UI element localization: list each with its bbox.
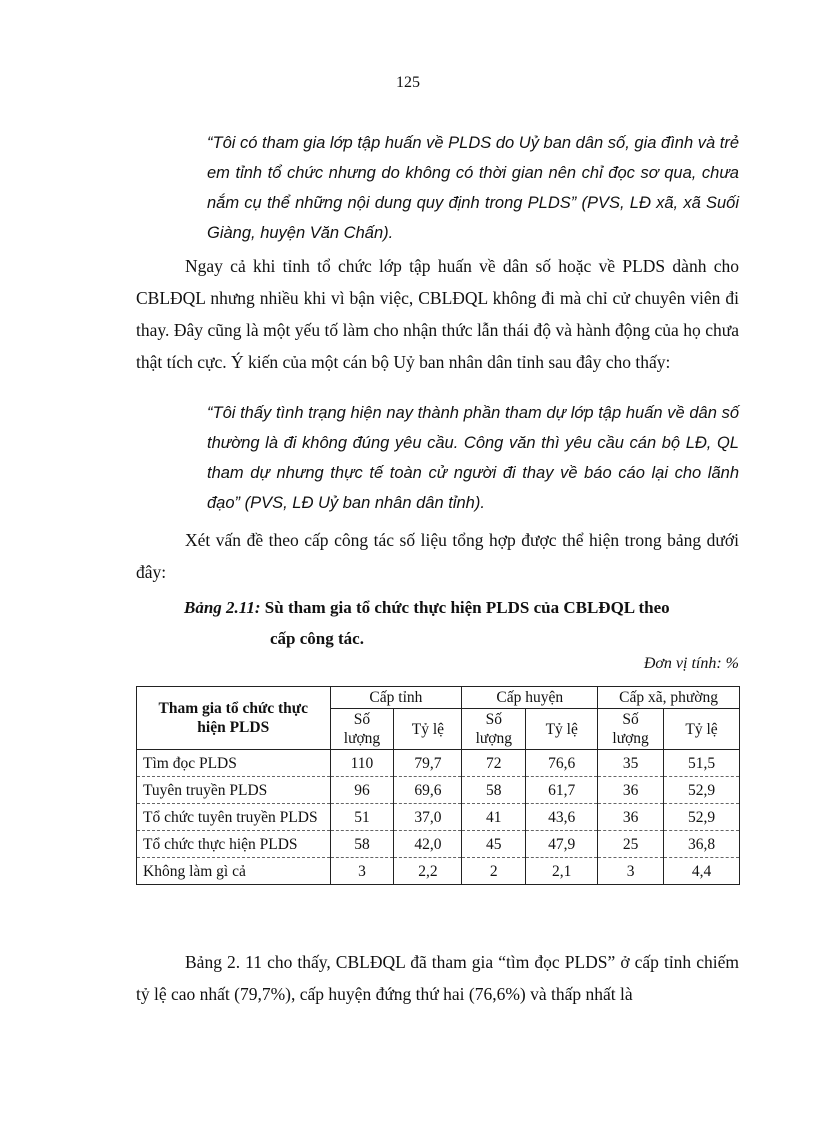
table-cell: 110 (330, 750, 394, 777)
table-cell: 58 (330, 831, 394, 858)
page-number: 125 (396, 74, 420, 91)
paragraph-3: Bảng 2. 11 cho thấy, CBLĐQL đã tham gia “tìm đọc PLDS” ở cấp tỉnh chiếm tỷ lệ cao nhất (79,7%), cấp huyện đứng thứ hai (76,6%) và thấp nhất là (136, 952, 739, 1004)
table-cell: 72 (462, 750, 526, 777)
table-cell: 2 (462, 858, 526, 885)
table-cell: 41 (462, 804, 526, 831)
table-cell: 36 (598, 804, 664, 831)
table-row (137, 831, 740, 858)
table-cell: 58 (462, 777, 526, 804)
group-header: Cấp huyện (462, 687, 598, 709)
table-cell: 36 (598, 777, 664, 804)
table-cell: 37,0 (394, 804, 462, 831)
table-cell: 43,6 (526, 804, 598, 831)
table-cell: 2,2 (394, 858, 462, 885)
table-cell: 42,0 (394, 831, 462, 858)
table-cell: 45 (462, 831, 526, 858)
table-row (137, 777, 740, 804)
data-table (136, 686, 740, 885)
unit-label: Đơn vị tính: % (643, 655, 739, 672)
sub-header: Số lượng (598, 709, 664, 750)
table-cell: 2,1 (526, 858, 598, 885)
table-cell: 52,9 (664, 777, 740, 804)
row-label: Không làm gì cả (137, 858, 331, 885)
caption-label: Bảng 2.11: (184, 598, 261, 617)
table-cell: 79,7 (394, 750, 462, 777)
table-caption (184, 592, 744, 654)
table-cell: 51,5 (664, 750, 740, 777)
table-cell: 51 (330, 804, 394, 831)
table-cell: 25 (598, 831, 664, 858)
table-cell: 36,8 (664, 831, 740, 858)
table-row (137, 858, 740, 885)
table-cell: 69,6 (394, 777, 462, 804)
sub-header: Tỷ lệ (394, 709, 462, 750)
sub-header: Số lượng (330, 709, 394, 750)
table-cell: 96 (330, 777, 394, 804)
sub-header: Số lượng (462, 709, 526, 750)
row-label: Tổ chức thực hiện PLDS (137, 831, 331, 858)
sub-header: Tỷ lệ (526, 709, 598, 750)
table-cell: 3 (598, 858, 664, 885)
group-header: Cấp tỉnh (330, 687, 462, 709)
paragraph-2: Xét vấn đề theo cấp công tác số liệu tổng hợp được thể hiện trong bảng dưới đây: (136, 530, 739, 582)
row-header-cell: Tham gia tổ chức thực hiện PLDS (137, 687, 331, 750)
row-label: Tìm đọc PLDS (137, 750, 331, 777)
table-cell: 52,9 (664, 804, 740, 831)
group-header: Cấp xã, phường (598, 687, 740, 709)
sub-header: Tỷ lệ (664, 709, 740, 750)
quote-1: “Tôi có tham gia lớp tập huấn về PLDS do Uỷ ban dân số, gia đình và trẻ em tỉnh tổ chức nhưng do không có thời gian nên chỉ đọc sơ qua, chưa nắm cụ thể những nội dung quy định trong PLDS” (PVS, LĐ xã, xã Suối Giàng, huyện Văn Chấn). (207, 134, 739, 242)
table-row (137, 750, 740, 777)
table-row (137, 804, 740, 831)
caption-title-line2: cấp công tác. (270, 629, 364, 648)
row-label: Tuyên truyền PLDS (137, 777, 331, 804)
caption-title-line1: Sù tham gia tổ chức thực hiện PLDS của CBLĐQL theo (260, 598, 670, 617)
table-cell: 4,4 (664, 858, 740, 885)
table-cell: 35 (598, 750, 664, 777)
quote-2: “Tôi thấy tình trạng hiện nay thành phần tham dự lớp tập huấn về dân số thường là đi không đúng yêu cầu. Công văn thì yêu cầu cán bộ LĐ, QL tham dự nhưng thực tế toàn cử người đi thay về báo cáo lại cho lãnh đạo” (PVS, LĐ Uỷ ban nhân dân tỉnh). (207, 404, 739, 512)
row-label: Tổ chức tuyên truyền PLDS (137, 804, 331, 831)
table-cell: 47,9 (526, 831, 598, 858)
table-cell: 3 (330, 858, 394, 885)
paragraph-1: Ngay cả khi tỉnh tổ chức lớp tập huấn về dân số hoặc về PLDS dành cho CBLĐQL nhưng nhiều khi vì bận việc, CBLĐQL không đi mà chỉ cử chuyên viên đi thay. Đây cũng là một yếu tố làm cho nhận thức lẫn thái độ và hành động của họ chưa thật tích cực. Ý kiến của một cán bộ Uỷ ban nhân dân tỉnh sau đây cho thấy: (136, 256, 739, 372)
table-cell: 61,7 (526, 777, 598, 804)
table-cell: 76,6 (526, 750, 598, 777)
